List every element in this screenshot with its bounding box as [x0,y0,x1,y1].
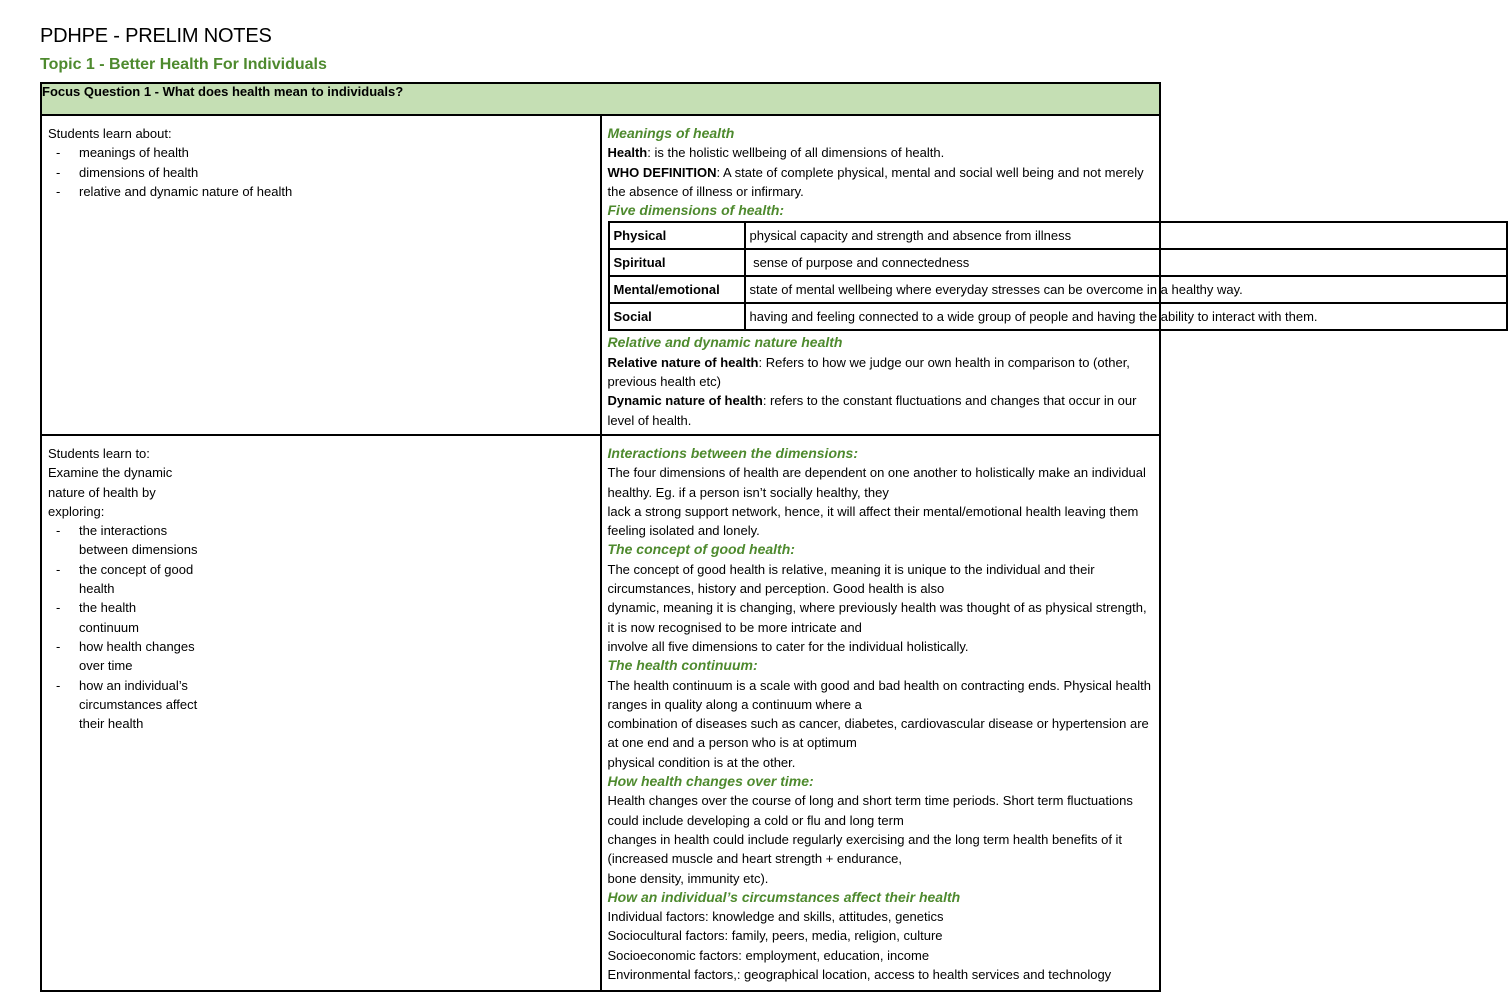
list-item: - relative and dynamic nature of health [48,182,596,201]
notes-table [40,82,1318,992]
learn-to-label-line: nature of health by [48,484,156,500]
learn-to-label-line: Students learn to: [48,445,150,461]
relative-term: Relative nature of health [607,354,759,370]
dynamic-term: Dynamic nature of health [607,393,763,409]
section-good-health [608,540,1154,656]
learn-about-cell [41,115,601,435]
learn-to-list [48,521,596,733]
table-row [609,303,1507,330]
list-item: - how an individual’s circumstances affect their health [48,676,596,734]
table-row [609,249,1507,276]
list-item: - the concept of good health [48,560,596,599]
learn-about-row [41,115,1160,435]
dimension-name: Spiritual [609,249,745,276]
relative-definition [608,353,1154,392]
learn-about-label: Students learn about: [48,126,172,141]
focus-question-row [41,83,1160,115]
section-line: Individual factors: knowledge and skills, attitudes, genetics [607,909,944,925]
section-circumstances [608,888,1154,984]
table-row [609,276,1507,303]
relative-def: : Refers to how we judge our own health in comparison to (other, previous health etc) [607,354,1130,390]
section-line: physical condition is at the other. [607,754,796,770]
list-item: - how health changes over time [48,637,596,676]
section-heading: The concept of good health: [607,541,795,558]
list-item: - the health continuum [48,598,596,637]
learn-to-label-line: Examine the dynamic [48,465,173,481]
section-line: dynamic, meaning it is changing, where previously health was thought of as physical strength, it is now recognised to be more intricate and [607,600,1147,635]
table-row [609,222,1507,249]
dimensions-heading: Five dimensions of health: [607,202,785,219]
health-term: Health [607,145,648,161]
section-health-changes [608,772,1154,888]
meanings-cell [601,115,1318,435]
learn-to-label-line: exploring: [48,503,105,519]
dimension-name: Social [609,303,745,330]
dynamic-definition [608,391,1154,430]
section-line: The concept of good health is relative, meaning it is unique to the individual and their circumstances, history and perception. Good health is also [607,561,1095,597]
section-line: Environmental factors,: geographical location, access to health services and technology [607,966,1112,982]
dimension-desc: sense of purpose and connectedness [745,249,1507,276]
section-heading: The health continuum: [607,657,758,674]
dimensions-table [608,221,1508,331]
section-line: bone density, immunity etc). [607,870,769,886]
health-def: : is the holistic wellbeing of all dimensions of health. [647,145,945,161]
list-item: - dimensions of health [48,163,596,182]
learn-to-cell [41,435,601,991]
learn-to-row [41,435,1160,991]
focus-question: Focus Question 1 - What does health mean to individuals? [41,83,1160,115]
who-def: : A state of complete physical, mental and social well being and not merely the absence of illness or infirmary. [607,164,1144,199]
section-interactions [608,444,1154,540]
section-line: combination of diseases such as cancer, diabetes, cardiovascular disease or hypertension are at one end and a person who is at optimum [607,716,1149,751]
learn-about-list [48,143,596,201]
relative-dynamic-heading: Relative and dynamic nature health [607,334,843,351]
section-heading: How health changes over time: [607,773,814,790]
section-line: involve all five dimensions to cater for the individual holistically. [607,638,969,654]
who-term: WHO DEFINITION [607,164,717,180]
section-line: Sociocultural factors: family, peers, media, religion, culture [607,928,943,944]
dimension-desc: state of mental wellbeing where everyday stresses can be overcome in a healthy way. [745,276,1507,303]
meanings-heading: Meanings of health [607,125,735,141]
section-line: Socioeconomic factors: employment, education, income [607,947,930,963]
list-item: - the interactions between dimensions [48,521,596,560]
dynamic-def: : refers to the constant fluctuations and changes that occur in our level of health. [607,393,1137,428]
dimension-name: Mental/emotional [609,276,745,303]
section-line: The four dimensions of health are dependent on one another to holistically make an individual healthy. Eg. if a person isn’t socially healthy, they [607,465,1146,500]
sections-cell [601,435,1161,991]
who-definition [608,163,1154,202]
dimension-name: Physical [609,222,745,249]
section-heading: Interactions between the dimensions: [607,444,858,461]
section-line: changes in health could include regularly exercising and the long term health benefits of it (increased muscle and heart strength + endurance, [607,831,1123,867]
section-heading: How an individual’s circumstances affect their health [607,888,961,905]
section-health-continuum [608,656,1154,772]
section-line: lack a strong support network, hence, it will affect their mental/emotional health leaving them feeling isolated and lonely. [607,503,1139,539]
document-title: PDHPE - PRELIM NOTES [40,25,272,47]
list-item: - meanings of health [48,143,596,162]
health-definition [608,143,1154,162]
section-line: Health changes over the course of long and short term time periods. Short term fluctuations could include developing a cold or flu and long term [607,793,1133,828]
section-line: The health continuum is a scale with good and bad health on contracting ends. Physical health ranges in quality along a continuum where a [607,677,1151,712]
dimension-desc: physical capacity and strength and absence from illness [745,222,1507,249]
dimension-desc: having and feeling connected to a wide group of people and having the ability to interact with them. [745,303,1507,330]
document-subtitle: Topic 1 - Better Health For Individuals [40,56,327,73]
